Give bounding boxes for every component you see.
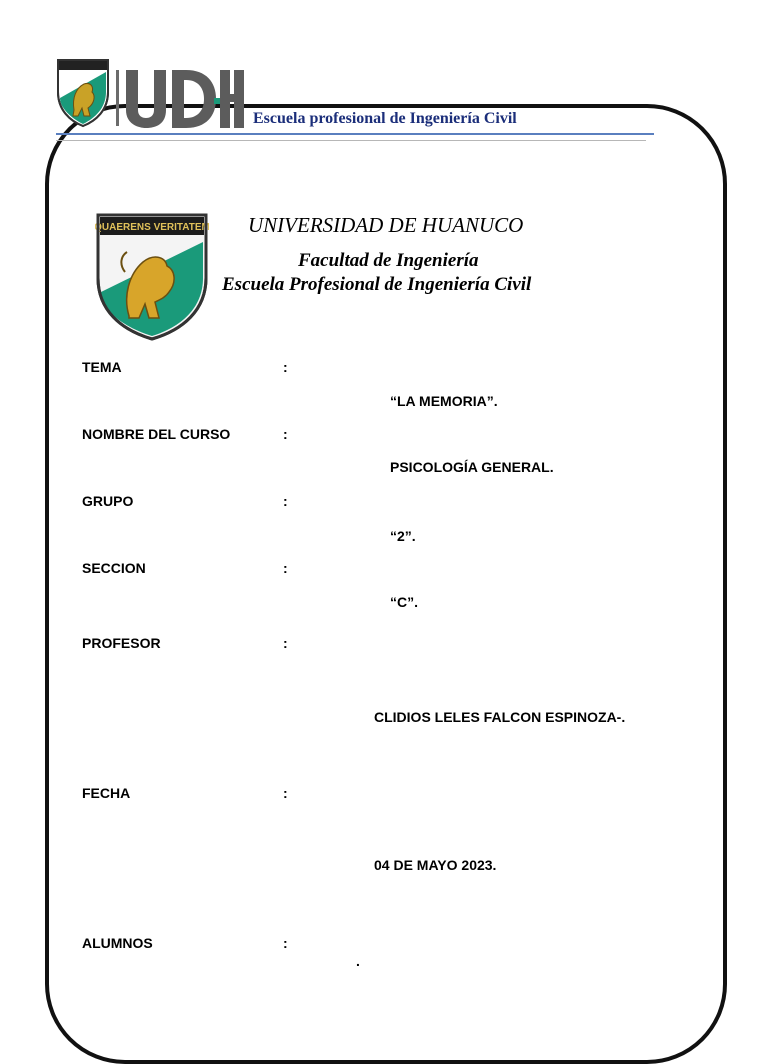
header-crest-logo — [56, 58, 110, 133]
field-value-profesor: CLIDIOS LELES FALCON ESPINOZA-. — [374, 709, 626, 725]
field-colon: : — [283, 426, 288, 442]
udh-logo-wordmark — [116, 66, 248, 135]
field-colon: : — [283, 635, 288, 651]
svg-text:QUAERENS VERITATEM: QUAERENS VERITATEM — [95, 222, 209, 233]
field-value-alumnos: . — [356, 953, 360, 969]
field-colon: : — [283, 560, 288, 576]
field-colon: : — [283, 785, 288, 801]
field-label-fecha: FECHA — [82, 785, 131, 801]
university-name: UNIVERSIDAD DE HUANUCO — [248, 213, 524, 237]
university-crest — [95, 212, 209, 347]
field-label-curso: NOMBRE DEL CURSO — [82, 426, 231, 442]
field-value-grupo: “2”. — [390, 528, 416, 544]
header-rule-gray — [56, 140, 646, 141]
header-school-line: Escuela profesional de Ingeniería Civil — [253, 110, 517, 127]
field-label-tema: TEMA — [82, 359, 122, 375]
field-label-grupo: GRUPO — [82, 493, 134, 509]
field-value-tema: “LA MEMORIA”. — [390, 393, 498, 409]
header-rule-blue — [56, 133, 654, 135]
field-label-seccion: SECCION — [82, 560, 146, 576]
field-value-curso: PSICOLOGÍA GENERAL. — [390, 459, 554, 475]
faculty-name: Facultad de Ingeniería — [298, 250, 479, 271]
field-label-profesor: PROFESOR — [82, 635, 161, 651]
field-label-alumnos: ALUMNOS — [82, 935, 153, 951]
field-value-seccion: “C”. — [390, 594, 418, 610]
school-name: Escuela Profesional de Ingeniería Civil — [222, 274, 532, 295]
field-colon: : — [283, 359, 288, 375]
field-colon: : — [283, 493, 288, 509]
field-value-fecha: 04 DE MAYO 2023. — [374, 857, 497, 873]
field-colon: : — [283, 935, 288, 951]
